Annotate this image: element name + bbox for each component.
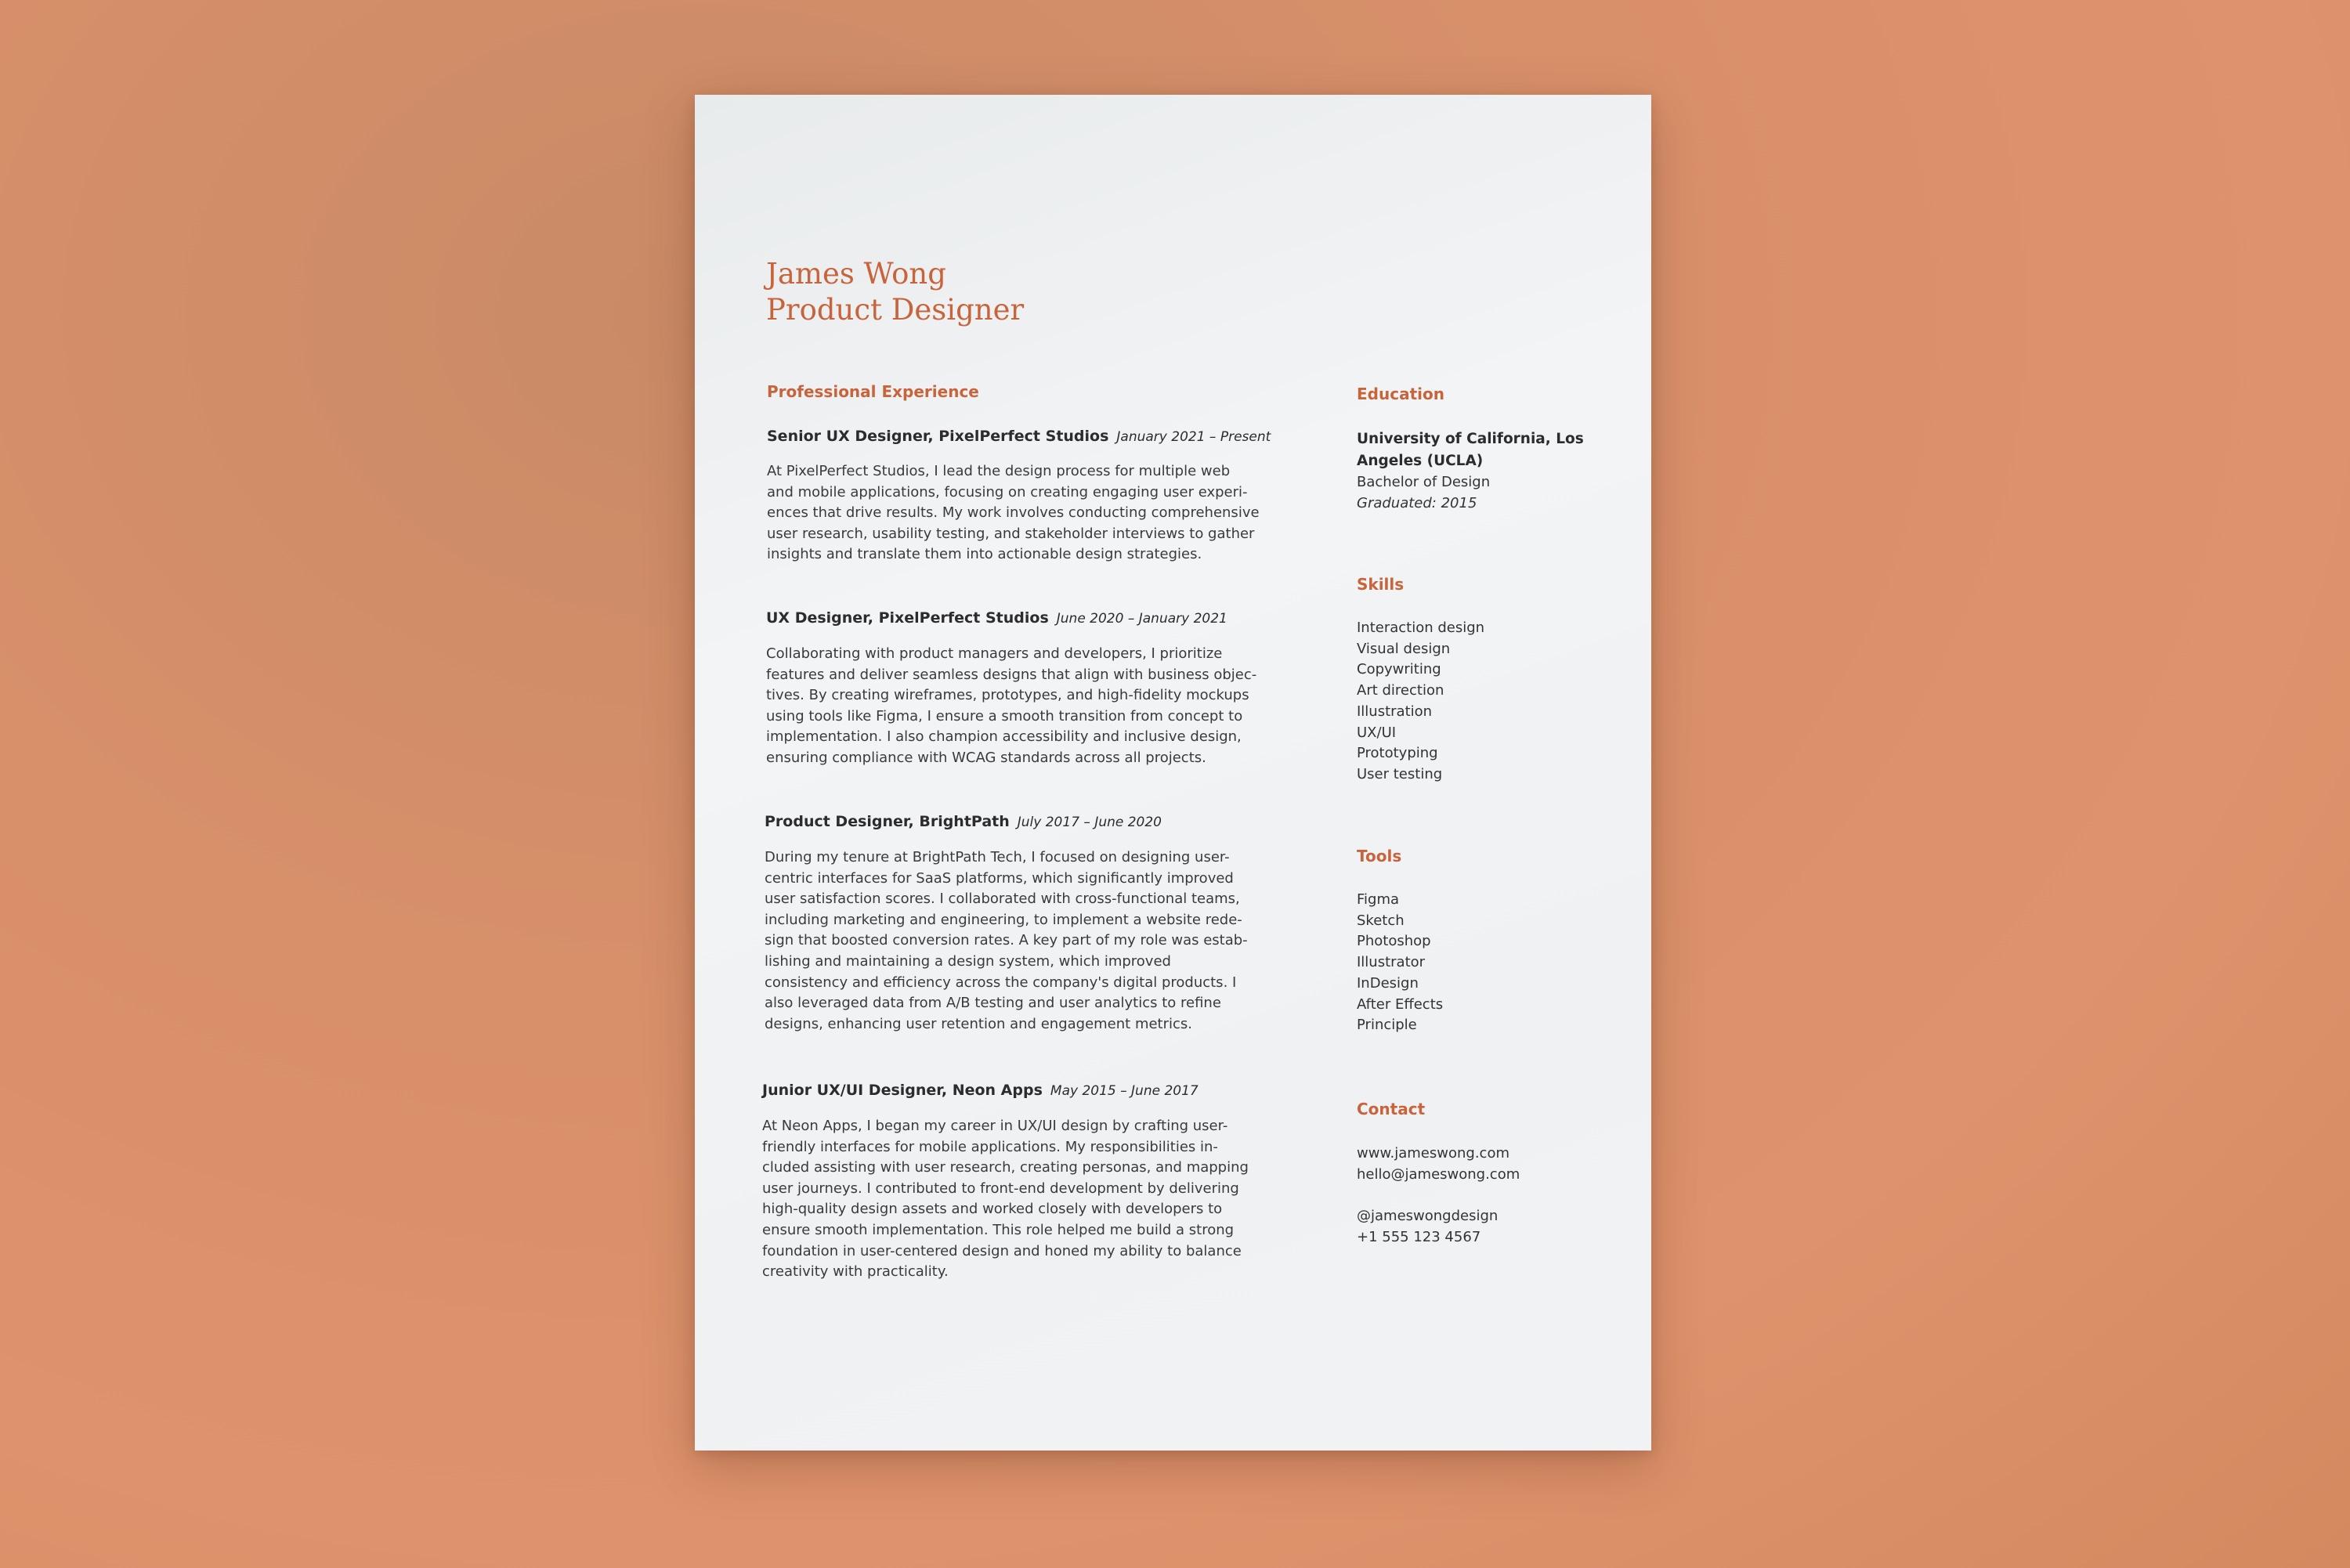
tool-item: Principle: [1357, 1017, 1417, 1034]
contact-heading: Contact: [1357, 1100, 1426, 1118]
experience-heading: Professional Experience: [767, 382, 979, 401]
job-dates: January 2021 – Present: [1116, 429, 1271, 445]
job-dates: June 2020 – January 2021: [1056, 611, 1227, 627]
tool-item: Photoshop: [1357, 933, 1431, 950]
skill-item: Visual design: [1357, 640, 1451, 657]
contact-email: hello@jameswong.com: [1357, 1165, 1520, 1183]
job-dates: May 2015 – June 2017: [1050, 1083, 1198, 1099]
job-title-2: [766, 609, 1227, 627]
job-description-2: Collaborating with product managers and developers, I prioritize features and deliver seamless designs that align with business objec-tives. By creating wireframes, prototypes, and high-fidelity mockups using tools like Figma, I ensure a smooth transition from concept to implementation. I also champion accessibility and inclusive design, ensuring compliance with WCAG standards across all projects.: [766, 645, 1257, 766]
tool-item: After Effects: [1357, 995, 1444, 1013]
tool-item: Sketch: [1357, 912, 1405, 929]
resume-name: James Wong: [766, 257, 946, 291]
skill-item: User testing: [1357, 765, 1443, 782]
skill-item: Illustration: [1357, 703, 1433, 720]
education-school: University of California, Los Angeles (UCLA): [1357, 431, 1584, 469]
job-title-text: Junior UX/UI Designer, Neon Apps: [762, 1082, 1043, 1099]
education-degree: Bachelor of Design: [1357, 474, 1491, 490]
job-title-3: [765, 813, 1162, 830]
education-graduated: Graduated: 2015: [1357, 495, 1477, 511]
contact-list-social: [1357, 1206, 1498, 1248]
skill-item: Interaction design: [1357, 620, 1485, 636]
job-title-1: [767, 428, 1271, 445]
skill-item: UX/UI: [1357, 724, 1397, 741]
skill-item: Art direction: [1357, 682, 1444, 699]
tools-heading: Tools: [1357, 847, 1402, 865]
job-title-text: Senior UX Designer, PixelPerfect Studios: [767, 428, 1109, 445]
skill-item: Prototyping: [1357, 745, 1438, 762]
contact-website: www.jameswong.com: [1357, 1145, 1509, 1162]
skill-item: Copywriting: [1357, 661, 1441, 678]
job-description-3: During my tenure at BrightPath Tech, I focused on designing user-centric interfaces for SaaS platforms, which significantly improved user satisfaction scores. I collaborated with cross-functional teams, including marketing and engineering, to implement a website rede-sign that boosted conversion rates. A key part of my role was estab-lishing and maintaining a design system, which improved consistency and efficiency across the company's digital products. I also leveraged data from A/B testing and user analytics to refine designs, enhancing user retention and engagement metrics.: [765, 849, 1248, 1032]
job-description-1: At PixelPerfect Studios, I lead the design process for multiple web and mobile applications, focusing on creating engaging user experi-ences that drive results. My work involves conducting comprehensive user research, usability testing, and stakeholder interviews to gather insights and translate them into actionable design strategies.: [767, 463, 1260, 563]
contact-phone: +1 555 123 4567: [1357, 1228, 1481, 1245]
education-heading: Education: [1357, 385, 1444, 403]
contact-social: @jameswongdesign: [1357, 1208, 1499, 1224]
tool-item: Illustrator: [1357, 954, 1426, 971]
tool-item: InDesign: [1357, 974, 1419, 992]
job-description-4: At Neon Apps, I began my career in UX/UI design by crafting user-friendly interfaces for mobile applications. My responsibilities in-cluded assisting with user research, creating personas, and mapping user journeys. I contributed to front-end development by delivering high-quality design assets and worked closely with developers to ensure smooth implementation. This role helped me build a strong foundation in user-centered design and honed my ability to balance creativity with practicality.: [762, 1118, 1249, 1281]
job-title-text: Product Designer, BrightPath: [765, 813, 1010, 830]
resume-page: [695, 95, 1651, 1451]
skills-list: [1357, 618, 1484, 786]
tools-list: [1357, 890, 1443, 1036]
job-dates: July 2017 – June 2020: [1017, 815, 1162, 830]
job-title-4: [762, 1082, 1198, 1099]
skills-heading: Skills: [1357, 575, 1405, 594]
resume-name-title: [766, 256, 1024, 328]
job-title-text: UX Designer, PixelPerfect Studios: [766, 609, 1049, 627]
resume-role: Product Designer: [766, 293, 1025, 327]
tool-item: Figma: [1357, 891, 1400, 908]
contact-list-web: [1357, 1143, 1520, 1185]
